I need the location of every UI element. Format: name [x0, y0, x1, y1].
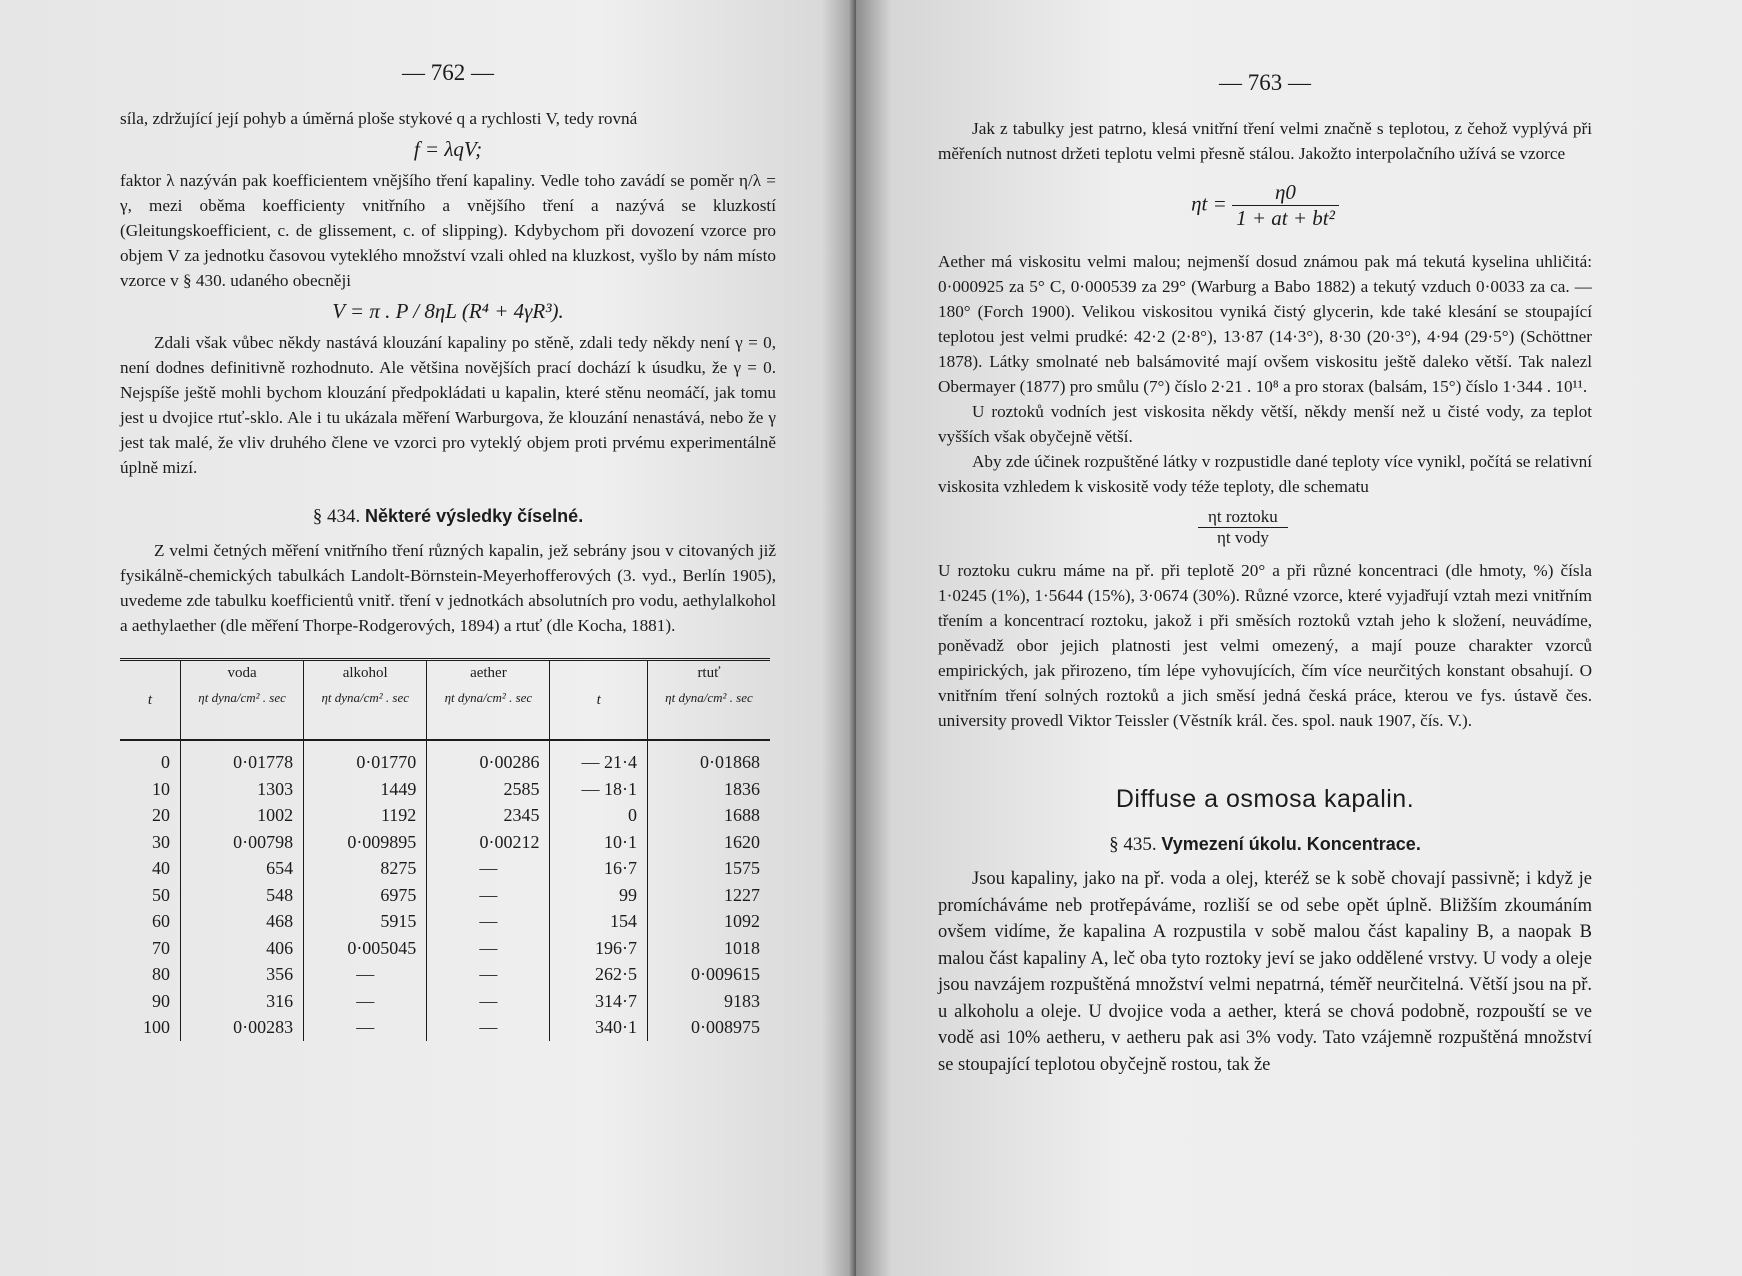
table-cell: 0·00798 [181, 829, 304, 856]
table-row [120, 1014, 770, 1041]
table-cell: 0·00286 [427, 740, 550, 776]
table-cell: — 21·4 [550, 740, 648, 776]
table-cell: — [427, 882, 550, 909]
table-cell: 40 [120, 855, 181, 882]
table-cell: 2585 [427, 776, 550, 803]
section-heading-434 [120, 506, 776, 528]
table-cell: 1002 [181, 802, 304, 829]
table-header-row [120, 660, 770, 741]
table-cell: 100 [120, 1014, 181, 1041]
table-header-cell [427, 660, 550, 741]
ratio-denominator: ηt vody [1216, 528, 1269, 547]
table-body [120, 740, 770, 1041]
table-header-cell [120, 660, 181, 741]
table-cell: — [427, 1014, 550, 1041]
table-header-cell [647, 660, 770, 741]
table-cell: 154 [550, 908, 648, 935]
ratio-fraction [1198, 507, 1288, 548]
paragraph: U roztoků vodních jest viskosita někdy větší, někdy menší než u čisté vody, za teplot vyšších však obyčejně větší. [938, 402, 1592, 446]
formula-volume: V = π . P / 8ηL (R⁴ + 4γR³). [332, 299, 564, 323]
paragraph: Jsou kapaliny, jako na př. voda a olej, kteréž se k sobě chovají passivně; i když je promícháváme neb protřepáváme, rozliší se od sebe opět úplně. Bližším zkoumáním ovšem vidíme, že kapalina A rozpustila v sobě malou část kapaliny B, a naopak B malou část kapaliny A, leč oba tyto roztoky jeví se jako oddělené vrstvy. U vody a oleje jsou navzájem rozpuštěná množství velmi nepatrná, téměř neurčitelná. Větší jsou na př. u alkoholu a oleje. U dvojice voda a aether, která se chová podobně, rozpouští se ve vodě asi 10% aetheru, v aetheru pak asi 3% vody. Tato vzájemně rozpuštěná množství se stoupající teplotou obyčejně rostou, tak že [938, 869, 1592, 1075]
table-row [120, 829, 770, 856]
table-cell: 0·005045 [304, 935, 427, 962]
paragraph: Aether má viskositu velmi malou; nejmenší dosud známou pak má tekutá kyselina uhličitá: 0·000925 za 5° C, 0·000539 za 29° (Warburg a Babo 1882) a tekutý vzduch 0·0033 za ca. — 180° (Forch 1900). Velikou viskositou vyniká čistý glycerin, kde také klesání se stoupající teplotou jest velmi prudké: 42·2 (2·8°), 13·87 (14·3°), 8·30 (20·3°), 4·94 (29·5°) (Schöttner 1878). Látky smolnaté neb balsámovité mají ovšem viskositu ještě daleko větší. Tak nalezl Obermayer (1877) pro smůlu (7°) číslo 2·21 . 10⁸ a pro storax (balsám, 15°) číslo 1·344 . 10¹¹. [938, 252, 1592, 396]
table-cell: — [304, 1014, 427, 1041]
table-cell: 1018 [724, 937, 760, 958]
column-label: t [596, 691, 601, 708]
table-cell: 262·5 [550, 961, 648, 988]
table-cell: 50 [120, 882, 181, 909]
table-cell: 196·7 [550, 935, 648, 962]
table-row [120, 740, 770, 776]
table-cell: 80 [120, 961, 181, 988]
table-cell: 548 [181, 882, 304, 909]
table-cell: 0·009615 [691, 964, 760, 984]
table-cell: 0·009895 [304, 829, 427, 856]
table-cell: 0·00212 [427, 829, 550, 856]
table-cell: — [427, 935, 550, 962]
paragraph: Zdali však vůbec někdy nastává klouzání kapaliny po stěně, zdali tedy někdy není γ = 0, není dodnes definitivně rozhodnuto. Ale většina novějších prací dochází k úsudku, že γ = 0. Nejspíše ještě mohli bychom klouzání předpokládati u kapalin, které stěnu neomáčí, jak tomu jest u dvojice rtuť-sklo. Ale i tu ukázala měření Warburgova, že klouzání nenastává, nebo že γ jest tak malé, že vliv druhého člene ve vzorci pro vyteklý objem proti prvému experimentálně úplně mizí. [120, 333, 776, 477]
section-number: § 435. [1109, 834, 1157, 855]
page-number-left: — 762 — [402, 60, 494, 85]
column-unit: ηt dyna/cm² . sec [198, 690, 286, 705]
table-cell: — [427, 961, 550, 988]
table-row [120, 802, 770, 829]
left-page [0, 0, 856, 1276]
section-title: Vymezení úkolu. Koncentrace. [1161, 834, 1421, 854]
table-cell: 654 [181, 855, 304, 882]
table-cell: 468 [181, 908, 304, 935]
formula-friction: f = λqV; [413, 137, 483, 161]
formula-interpolation [938, 180, 1592, 231]
table-cell: 0 [550, 802, 648, 829]
right-page [856, 0, 1742, 1276]
table-header-cell [304, 660, 427, 741]
table-row [120, 935, 770, 962]
ratio-numerator: ηt roztoku [1198, 507, 1288, 528]
section-number: § 434. [312, 506, 361, 527]
table-cell: 0·008975 [691, 1017, 760, 1037]
table-header-cell [181, 660, 304, 741]
table-row [120, 908, 770, 935]
table-cell: 2345 [427, 802, 550, 829]
formula-ratio [1198, 507, 1592, 548]
table-cell: 0·01868 [700, 752, 760, 772]
section-title: Některé výsledky číselné. [365, 506, 584, 526]
table-cell: 9183 [724, 990, 760, 1011]
paragraph: U roztoku cukru máme na př. při teplotě 20° a při různé koncentraci (dle hmoty, %) čísla 1·0245 (1%), 1·5644 (15%), 3·0674 (30%). Různé vzorce, které vyjadřují vztah mezi vnitřním třením a koncentrací roztoku, jakož i při směsích roztoků vztah jeho k složení, neuvádíme, poněvadž obor jejich platnosti jest velmi omezený, a mají pouze charakter vzorců empirických, jak přirozeno, tím lépe vyhovujících, čím více neurčitých konstant obsahují. O vnitřním tření solných roztoků a jich směsí jedná česká práce, kterou ve fys. ústavě čes. university provedl Viktor Teissler (Věstník král. čes. spol. nauk 1907, čís. V.). [938, 561, 1592, 730]
table-cell: 1303 [181, 776, 304, 803]
table-cell: — [427, 988, 550, 1015]
table-cell: 1192 [304, 802, 427, 829]
table-row [120, 776, 770, 803]
formula-lhs: ηt = [1191, 191, 1227, 216]
table-cell: 340·1 [550, 1014, 648, 1041]
paragraph: Aby zde účinek rozpuštěné látky v rozpustidle dané teploty více vynikl, počítá se relativní viskosita vzhledem k viskositě vody téže teploty, dle schematu [938, 452, 1592, 496]
table-cell: 0 [120, 740, 181, 776]
table-cell: 10 [120, 776, 181, 803]
formula-denominator: 1 + at + bt² [1236, 206, 1335, 230]
table-cell: 356 [181, 961, 304, 988]
table-cell: 1227 [724, 884, 760, 905]
table-cell: 406 [181, 935, 304, 962]
table-cell: 1449 [304, 776, 427, 803]
table-cell: 1620 [724, 831, 760, 852]
table-cell: 1688 [724, 805, 760, 825]
table-cell: 0·01778 [181, 740, 304, 776]
column-label: t [147, 691, 153, 708]
table-cell: — [304, 961, 427, 988]
table-cell: 8275 [304, 855, 427, 882]
table-cell: 1575 [724, 858, 760, 878]
column-unit: ηt dyna/cm² . sec [321, 690, 410, 705]
table-cell: 314·7 [550, 988, 648, 1015]
table-cell: 60 [120, 908, 181, 935]
table-cell: 5915 [304, 908, 427, 935]
table-cell: 20 [120, 802, 181, 829]
table-row [120, 961, 770, 988]
paragraph: Z velmi četných měření vnitřního tření různých kapalin, jež sebrány jsou v citovaných již fysikálně-chemických tabulkách Landolt-Börnstein-Meyerhofferových (3. vyd., Berlín 1905), uvedeme zde tabulku koefficientů vnitř. tření v jednotkách absolutních pro vodu, aethylalkohol a aethylaether (dle měření Thorpe-Rodgerových, 1894) a rtuť (dle Kocha, 1881). [120, 541, 776, 635]
table-cell: — [427, 855, 550, 882]
table-cell: 30 [120, 829, 181, 856]
table-cell: 1836 [724, 778, 760, 799]
table-cell: 0·01770 [304, 740, 427, 776]
formula-numerator: η0 [1232, 180, 1339, 206]
column-label: rtuť [697, 665, 721, 681]
table-cell: 6975 [304, 882, 427, 909]
table-cell: — 18·1 [550, 776, 648, 803]
paragraph: Jak z tabulky jest patrno, klesá vnitřní tření velmi značně s teplotou, z čehož vyplývá při měřeních nutnost držeti teplotu velmi přesně stálou. Jakožto interpolačního užívá se vzorce [938, 119, 1592, 163]
paragraph: síla, zdržující její pohyb a úměrná ploše stykové q a rychlosti V, tedy rovná [120, 109, 638, 128]
column-unit: ηt dyna/cm² . sec [444, 690, 533, 705]
formula-fraction [1232, 180, 1339, 231]
table-cell: 70 [120, 935, 181, 962]
column-label: voda [227, 665, 257, 681]
paragraph: faktor λ nazýván pak koefficientem vnějšího tření kapaliny. Vedle toho zavádí se poměr η/λ = γ, mezi oběma koefficienty vnitřního a vnějšího tření a nazývá se kluzkostí (Gleitungskoefficient, c. de glissement, c. of slipping). Kdybychom při dovození vzorce pro objem V za jednotku časovou vyteklého množství vzali ohled na kluzkost, vyšlo by nám místo vzorce v § 430. udaného obecněji [120, 171, 776, 290]
table-cell: 90 [120, 988, 181, 1015]
table-row [120, 988, 770, 1015]
table-cell: 16·7 [550, 855, 648, 882]
table-cell: 99 [550, 882, 648, 909]
table-cell: — [304, 988, 427, 1015]
table-cell: 316 [181, 988, 304, 1015]
section-heading-435 [938, 834, 1592, 856]
table-cell: 1092 [724, 911, 760, 931]
table-cell: 10·1 [550, 829, 648, 856]
table-cell: — [427, 908, 550, 935]
column-label: aether [470, 665, 507, 681]
viscosity-table [120, 658, 770, 1041]
column-label: alkohol [342, 665, 388, 681]
page-number-right: — 763 — [1219, 70, 1311, 95]
chapter-title: Diffuse a osmosa kapalin. [1115, 785, 1415, 813]
column-unit: ηt dyna/cm² . sec [665, 690, 753, 705]
table-cell: 0·00283 [181, 1014, 304, 1041]
table-header-cell [550, 660, 648, 741]
table-row [120, 882, 770, 909]
table-row [120, 855, 770, 882]
